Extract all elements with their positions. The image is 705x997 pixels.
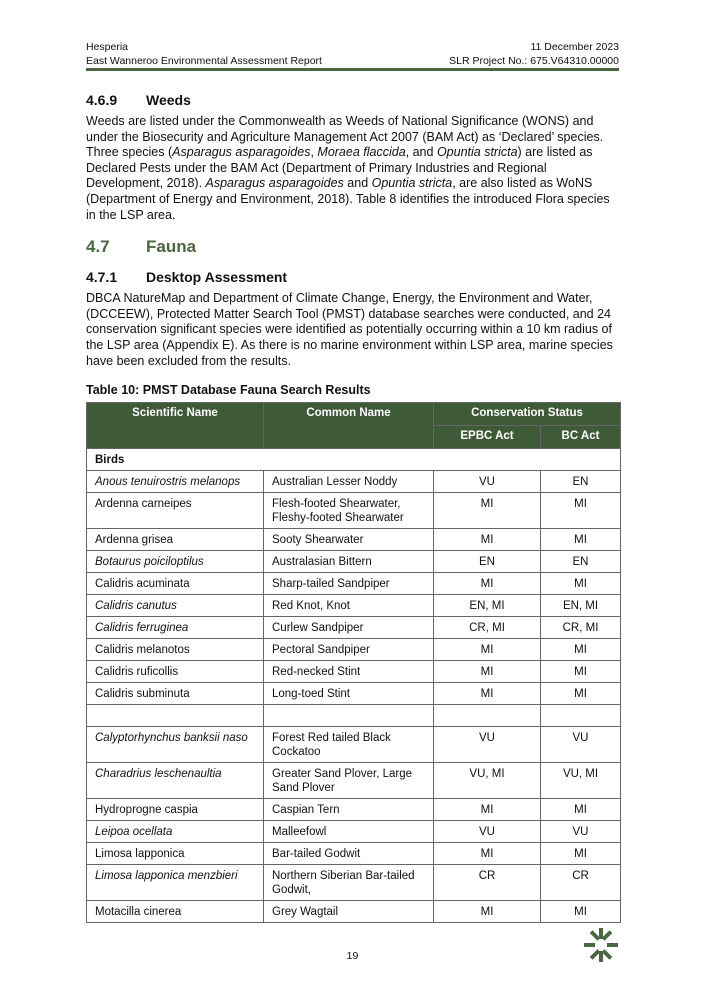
col-header-epbc-act: EPBC Act bbox=[434, 426, 541, 449]
cell-epbc-status: VU bbox=[434, 821, 541, 843]
cell-epbc-status: MI bbox=[434, 901, 541, 923]
cell-epbc-status: CR bbox=[434, 865, 541, 901]
header-project-number: SLR Project No.: 675.V64310.00000 bbox=[449, 55, 619, 67]
cell-scientific-name: Botaurus poiciloptilus bbox=[87, 551, 264, 573]
page-header bbox=[86, 40, 619, 68]
cell-common-name: Caspian Tern bbox=[264, 799, 434, 821]
species-name: Asparagus asparagoides bbox=[205, 176, 344, 191]
species-name: Moraea flaccida bbox=[317, 145, 406, 160]
table-row bbox=[87, 683, 621, 705]
desktop-assessment-paragraph: DBCA NatureMap and Department of Climate Change, Energy, the Environment and Water, (DCCEEW), Protected Matter Search Tool (PMST) database searches were conducted, and 24 conservation significant species were identified as potentially occurring within a 10 km radius of the LSP area (Appendix E). As there is no marine environment within LSP area, marine species have been excluded from the results. bbox=[86, 291, 613, 368]
table-row bbox=[87, 529, 621, 551]
cell-common-name: Sooty Shearwater bbox=[264, 529, 434, 551]
cell-epbc-status: MI bbox=[434, 573, 541, 595]
cell-common-name bbox=[264, 705, 434, 727]
text-run: , and bbox=[405, 145, 437, 160]
cell-common-name: Forest Red tailed Black Cockatoo bbox=[264, 727, 434, 763]
species-name: Asparagus asparagoides bbox=[172, 145, 311, 160]
cell-bc-status: VU bbox=[541, 727, 621, 763]
table-row bbox=[87, 493, 621, 529]
cell-epbc-status: VU bbox=[434, 471, 541, 493]
cell-common-name: Red-necked Stint bbox=[264, 661, 434, 683]
group-label-birds: Birds bbox=[87, 449, 621, 471]
cell-bc-status: MI bbox=[541, 683, 621, 705]
cell-bc-status: CR bbox=[541, 865, 621, 901]
text-run: and bbox=[343, 176, 372, 191]
table-row bbox=[87, 595, 621, 617]
heading-4-6-9 bbox=[86, 92, 619, 108]
table-row bbox=[87, 763, 621, 799]
slr-logo-icon bbox=[583, 927, 619, 963]
table-header-row bbox=[87, 403, 621, 426]
table-row bbox=[87, 843, 621, 865]
cell-bc-status: MI bbox=[541, 573, 621, 595]
cell-epbc-status bbox=[434, 705, 541, 727]
heading-title: Desktop Assessment bbox=[146, 269, 288, 286]
col-header-bc-act: BC Act bbox=[541, 426, 621, 449]
cell-epbc-status: MI bbox=[434, 843, 541, 865]
cell-scientific-name: Leipoa ocellata bbox=[87, 821, 264, 843]
text-run: , bbox=[310, 145, 318, 160]
cell-scientific-name: Calidris subminuta bbox=[87, 683, 264, 705]
cell-common-name: Grey Wagtail bbox=[264, 901, 434, 923]
cell-common-name: Flesh-footed Shearwater, Fleshy-footed Shearwater bbox=[264, 493, 434, 529]
cell-bc-status: EN, MI bbox=[541, 595, 621, 617]
page-body bbox=[86, 92, 619, 923]
cell-bc-status: MI bbox=[541, 901, 621, 923]
cell-common-name: Long-toed Stint bbox=[264, 683, 434, 705]
cell-scientific-name: Calidris ruficollis bbox=[87, 661, 264, 683]
text-run: ) are listed as Declared Pests under the BAM Act (Department of Primary Industries and Regional Development, 2018). bbox=[86, 145, 593, 191]
table-row bbox=[87, 661, 621, 683]
cell-bc-status bbox=[541, 705, 621, 727]
cell-bc-status: MI bbox=[541, 529, 621, 551]
cell-scientific-name: Anous tenuirostris melanops bbox=[87, 471, 264, 493]
table-row bbox=[87, 639, 621, 661]
cell-bc-status: CR, MI bbox=[541, 617, 621, 639]
table-row bbox=[87, 821, 621, 843]
header-divider bbox=[86, 68, 619, 71]
cell-bc-status: MI bbox=[541, 799, 621, 821]
text-run: Weeds are listed under the Commonwealth as Weeds of National Significance (WONS) and under the Biosecurity and Agriculture Management Act 2007 (BAM Act) as ‘Declared’ species. Three species ( bbox=[86, 114, 604, 160]
cell-bc-status: MI bbox=[541, 639, 621, 661]
cell-epbc-status: VU, MI bbox=[434, 763, 541, 799]
cell-epbc-status: VU bbox=[434, 727, 541, 763]
heading-number: 4.7 bbox=[86, 237, 110, 257]
cell-bc-status: MI bbox=[541, 661, 621, 683]
cell-common-name: Bar-tailed Godwit bbox=[264, 843, 434, 865]
cell-bc-status: EN bbox=[541, 551, 621, 573]
cell-common-name: Greater Sand Plover, Large Sand Plover bbox=[264, 763, 434, 799]
cell-bc-status: EN bbox=[541, 471, 621, 493]
fauna-results-table bbox=[86, 402, 621, 923]
cell-scientific-name: Calidris melanotos bbox=[87, 639, 264, 661]
cell-bc-status: MI bbox=[541, 493, 621, 529]
species-name: Opuntia stricta bbox=[436, 145, 518, 160]
cell-epbc-status: MI bbox=[434, 529, 541, 551]
cell-common-name: Australian Lesser Noddy bbox=[264, 471, 434, 493]
cell-scientific-name: Ardenna grisea bbox=[87, 529, 264, 551]
cell-scientific-name: Hydroprogne caspia bbox=[87, 799, 264, 821]
heading-number: 4.7.1 bbox=[86, 269, 118, 286]
cell-bc-status: VU bbox=[541, 821, 621, 843]
cell-scientific-name: Limosa lapponica menzbieri bbox=[87, 865, 264, 901]
cell-scientific-name: Ardenna carneipes bbox=[87, 493, 264, 529]
heading-4-7-1 bbox=[86, 269, 619, 285]
cell-scientific-name: Calyptorhynchus banksii naso bbox=[87, 727, 264, 763]
table-row bbox=[87, 471, 621, 493]
cell-common-name: Curlew Sandpiper bbox=[264, 617, 434, 639]
table-row bbox=[87, 901, 621, 923]
table-row bbox=[87, 551, 621, 573]
cell-epbc-status: MI bbox=[434, 799, 541, 821]
col-header-scientific-name: Scientific Name bbox=[87, 403, 264, 449]
cell-scientific-name: Charadrius leschenaultia bbox=[87, 763, 264, 799]
col-header-conservation-status: Conservation Status bbox=[434, 403, 621, 426]
cell-scientific-name: Calidris canutus bbox=[87, 595, 264, 617]
table-row bbox=[87, 573, 621, 595]
page-number: 19 bbox=[346, 950, 359, 962]
header-date: 11 December 2023 bbox=[530, 41, 619, 53]
cell-epbc-status: MI bbox=[434, 661, 541, 683]
cell-common-name: Sharp-tailed Sandpiper bbox=[264, 573, 434, 595]
table-row bbox=[87, 727, 621, 763]
cell-common-name: Red Knot, Knot bbox=[264, 595, 434, 617]
cell-common-name: Pectoral Sandpiper bbox=[264, 639, 434, 661]
table-caption: Table 10: PMST Database Fauna Search Results bbox=[86, 383, 371, 398]
table-row bbox=[87, 705, 621, 727]
header-report-title: East Wanneroo Environmental Assessment Report bbox=[86, 55, 322, 67]
heading-number: 4.6.9 bbox=[86, 92, 118, 108]
heading-title: Weeds bbox=[146, 92, 191, 108]
cell-epbc-status: EN bbox=[434, 551, 541, 573]
cell-scientific-name: Calidris acuminata bbox=[87, 573, 264, 595]
cell-epbc-status: MI bbox=[434, 493, 541, 529]
col-header-common-name: Common Name bbox=[264, 403, 434, 449]
cell-bc-status: VU, MI bbox=[541, 763, 621, 799]
cell-epbc-status: MI bbox=[434, 683, 541, 705]
cell-epbc-status: EN, MI bbox=[434, 595, 541, 617]
table-row bbox=[87, 799, 621, 821]
weeds-paragraph bbox=[86, 114, 619, 223]
cell-scientific-name: Motacilla cinerea bbox=[87, 901, 264, 923]
table-row bbox=[87, 617, 621, 639]
table-row bbox=[87, 865, 621, 901]
cell-common-name: Northern Siberian Bar-tailed Godwit, bbox=[264, 865, 434, 901]
cell-scientific-name: Calidris ferruginea bbox=[87, 617, 264, 639]
text-run: , are also listed as WoNS (Department of Energy and Environment, 2018). Table 8 identifies the introduced Flora species in the LSP area. bbox=[86, 176, 610, 222]
cell-bc-status: MI bbox=[541, 843, 621, 865]
cell-scientific-name: Limosa lapponica bbox=[87, 843, 264, 865]
header-client: Hesperia bbox=[86, 41, 129, 53]
cell-epbc-status: MI bbox=[434, 639, 541, 661]
heading-title: Fauna bbox=[146, 237, 197, 257]
table-group-row bbox=[87, 449, 621, 471]
cell-common-name: Malleefowl bbox=[264, 821, 434, 843]
cell-scientific-name bbox=[87, 705, 264, 727]
cell-common-name: Australasian Bittern bbox=[264, 551, 434, 573]
heading-4-7 bbox=[86, 237, 619, 257]
species-name: Opuntia stricta bbox=[371, 176, 453, 191]
cell-epbc-status: CR, MI bbox=[434, 617, 541, 639]
